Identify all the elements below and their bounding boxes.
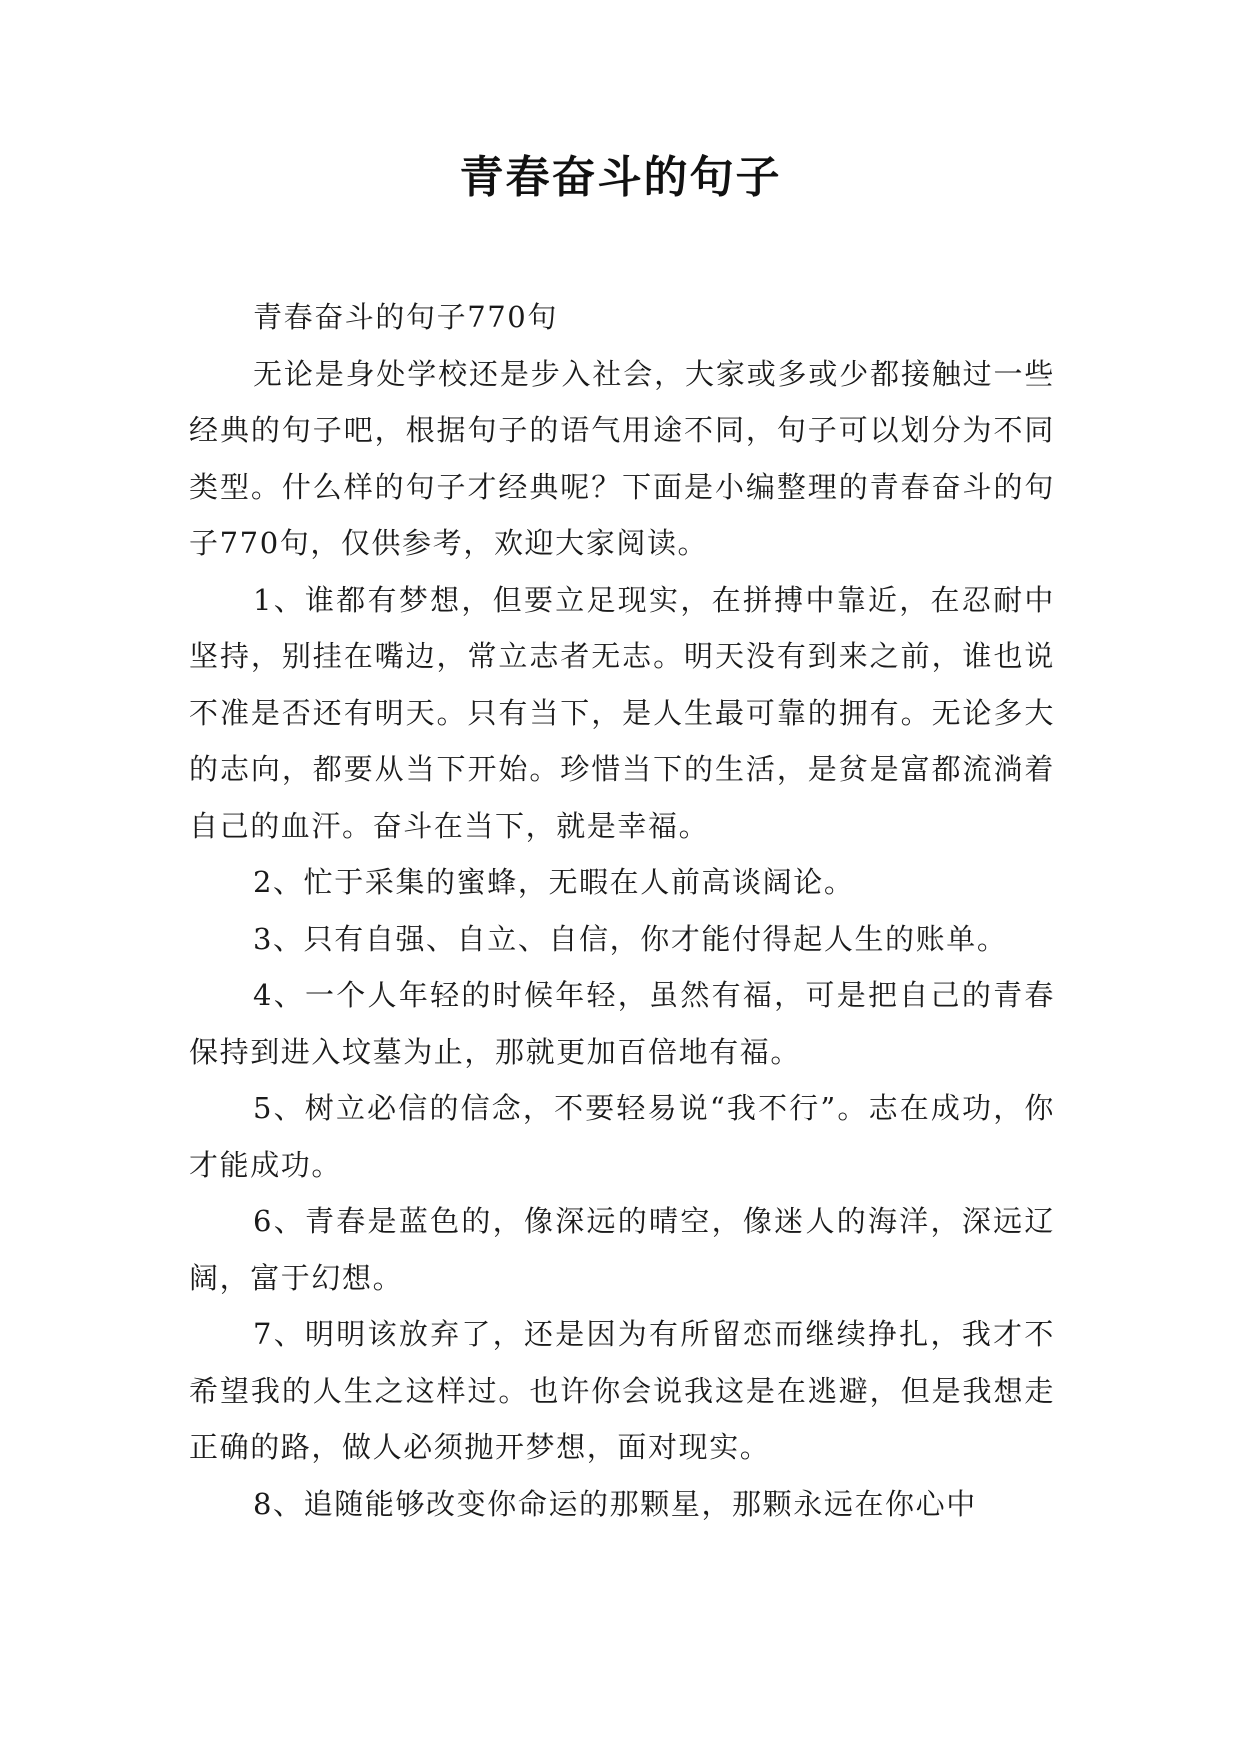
paragraph-item-2: 2、忙于采集的蜜蜂，无暇在人前高谈阔论。 xyxy=(253,865,855,899)
document-title: 青春奋斗的句子 xyxy=(459,152,782,203)
paragraph-subtitle: 青春奋斗的句子770句 xyxy=(253,300,558,334)
paragraph-item-3: 3、只有自强、自立、自信，你才能付得起人生的账单。 xyxy=(253,921,1008,956)
paragraph-item-8: 8、追随能够改变你命运的那颗星，那颗永远在你心中 xyxy=(253,1486,977,1521)
paragraph-item-7: 7、明明该放弃了，还是因为有所留恋而继续挣扎，我才不希望我的人生之这样过。也许你会说我这是在逃避，但是我想走正确的路，做人必须抛开梦想，面对现实。 xyxy=(189,1317,1055,1464)
paragraph-item-1: 1、谁都有梦想，但要立足现实，在拼搏中靠近，在忍耐中坚持，别挂在嘴边，常立志者无志。明天没有到来之前，谁也说不准是否还有明天。只有当下，是人生最可靠的拥有。无论多大的志向，都要从当下开始。珍惜当下的生活，是贫是富都流淌着自己的血汗。奋斗在当下，就是幸福。 xyxy=(189,582,1055,843)
document-body xyxy=(189,289,1055,1532)
paragraph-item-4: 4、一个人年轻的时候年轻，虽然有福，可是把自己的青春保持到进入坟墓为止，那就更加百倍地有福。 xyxy=(189,978,1055,1069)
paragraph-item-6: 6、青春是蓝色的，像深远的晴空，像迷人的海洋，深远辽阔，富于幻想。 xyxy=(189,1204,1055,1295)
paragraph-intro: 无论是身处学校还是步入社会，大家或多或少都接触过一些经典的句子吧，根据句子的语气用途不同，句子可以划分为不同类型。什么样的句子才经典呢？下面是小编整理的青春奋斗的句子770句，仅供参考，欢迎大家阅读。 xyxy=(189,356,1055,560)
paragraph-item-5: 5、树立必信的信念，不要轻易说“我不行”。志在成功，你才能成功。 xyxy=(189,1091,1055,1182)
